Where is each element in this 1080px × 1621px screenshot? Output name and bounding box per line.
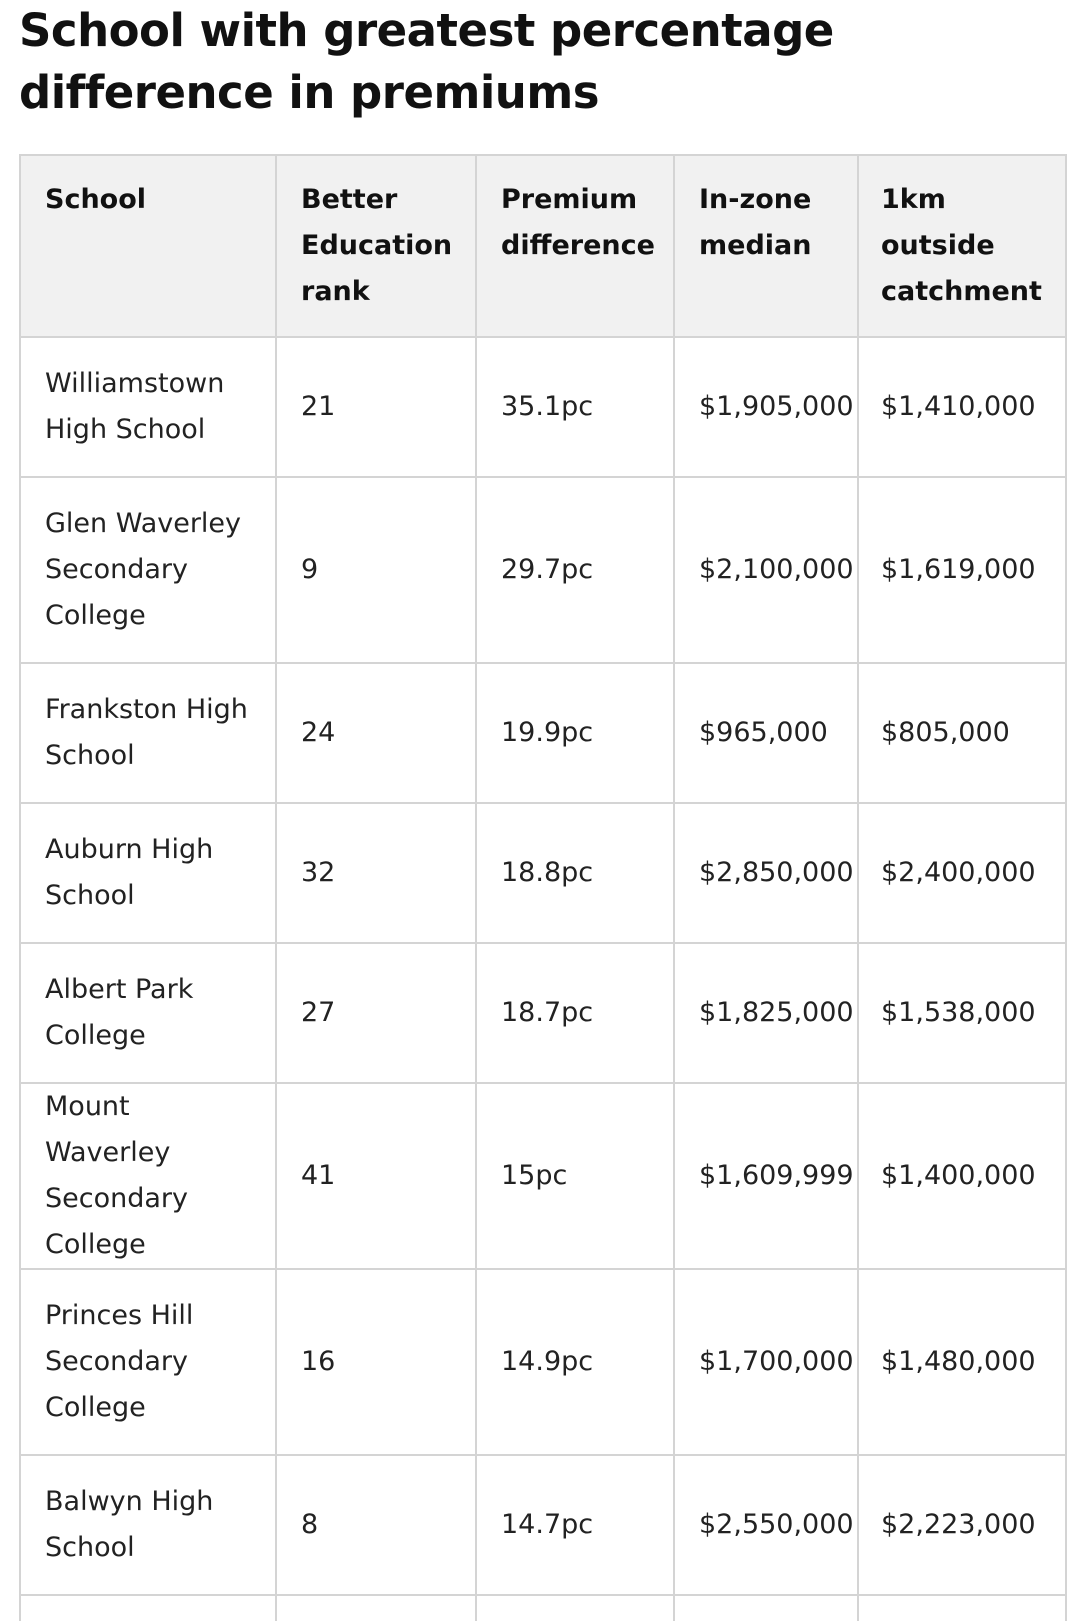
cell-empty [476, 1595, 674, 1621]
premium-table [19, 154, 1067, 1621]
cell-outside: $1,400,000 [858, 1083, 1066, 1269]
cell-school: Balwyn High School [20, 1455, 276, 1595]
cell-outside: $1,619,000 [858, 477, 1066, 663]
table-header [20, 155, 1066, 337]
page-title: School with greatest percentage difference in premiums [19, 4, 834, 119]
cell-rank: 41 [276, 1083, 476, 1269]
table-row [20, 943, 1066, 1083]
cell-premium: 18.7pc [476, 943, 674, 1083]
cell-outside: $1,410,000 [858, 337, 1066, 477]
cell-rank: 9 [276, 477, 476, 663]
table-row [20, 337, 1066, 477]
cell-premium: 14.9pc [476, 1269, 674, 1455]
cell-outside: $2,223,000 [858, 1455, 1066, 1595]
cell-outside: $1,480,000 [858, 1269, 1066, 1455]
cell-empty [858, 1595, 1066, 1621]
cell-in-zone: $2,100,000 [674, 477, 858, 663]
cell-in-zone: $1,609,999 [674, 1083, 858, 1269]
table-row-partial [20, 1595, 1066, 1621]
cell-outside: $805,000 [858, 663, 1066, 803]
cell-premium: 15pc [476, 1083, 674, 1269]
cell-school: Princes Hill Secondary College [20, 1269, 276, 1455]
table-body [20, 337, 1066, 1621]
cell-empty [276, 1595, 476, 1621]
table-row [20, 663, 1066, 803]
cell-rank: 32 [276, 803, 476, 943]
cell-outside: $1,538,000 [858, 943, 1066, 1083]
header-school: School [20, 155, 276, 337]
cell-school: Williamstown High School [20, 337, 276, 477]
cell-in-zone: $1,825,000 [674, 943, 858, 1083]
cell-empty [20, 1595, 276, 1621]
cell-school: Glen Waverley Secondary College [20, 477, 276, 663]
table-row [20, 1269, 1066, 1455]
cell-in-zone: $1,905,000 [674, 337, 858, 477]
cell-rank: 27 [276, 943, 476, 1083]
table-row [20, 1083, 1066, 1269]
cell-rank: 24 [276, 663, 476, 803]
cell-school: Albert Park College [20, 943, 276, 1083]
table-row [20, 477, 1066, 663]
cell-in-zone: $965,000 [674, 663, 858, 803]
cell-premium: 19.9pc [476, 663, 674, 803]
table-row [20, 1455, 1066, 1595]
cell-in-zone: $1,700,000 [674, 1269, 858, 1455]
cell-school: Frankston High School [20, 663, 276, 803]
table-row [20, 803, 1066, 943]
cell-rank: 8 [276, 1455, 476, 1595]
premium-table-container [19, 154, 1065, 1621]
header-rank: Better Education rank [276, 155, 476, 337]
cell-premium: 29.7pc [476, 477, 674, 663]
header-outside-catchment: 1km outside catchment [858, 155, 1066, 337]
cell-in-zone: $2,550,000 [674, 1455, 858, 1595]
cell-rank: 16 [276, 1269, 476, 1455]
cell-school: Auburn High School [20, 803, 276, 943]
header-row [20, 155, 1066, 337]
header-in-zone-median: In-zone median [674, 155, 858, 337]
cell-empty [674, 1595, 858, 1621]
cell-in-zone: $2,850,000 [674, 803, 858, 943]
header-premium-difference: Premium difference [476, 155, 674, 337]
cell-premium: 18.8pc [476, 803, 674, 943]
cell-rank: 21 [276, 337, 476, 477]
cell-premium: 35.1pc [476, 337, 674, 477]
cell-outside: $2,400,000 [858, 803, 1066, 943]
cell-premium: 14.7pc [476, 1455, 674, 1595]
cell-school: Mount Waverley Secondary College [20, 1083, 276, 1269]
